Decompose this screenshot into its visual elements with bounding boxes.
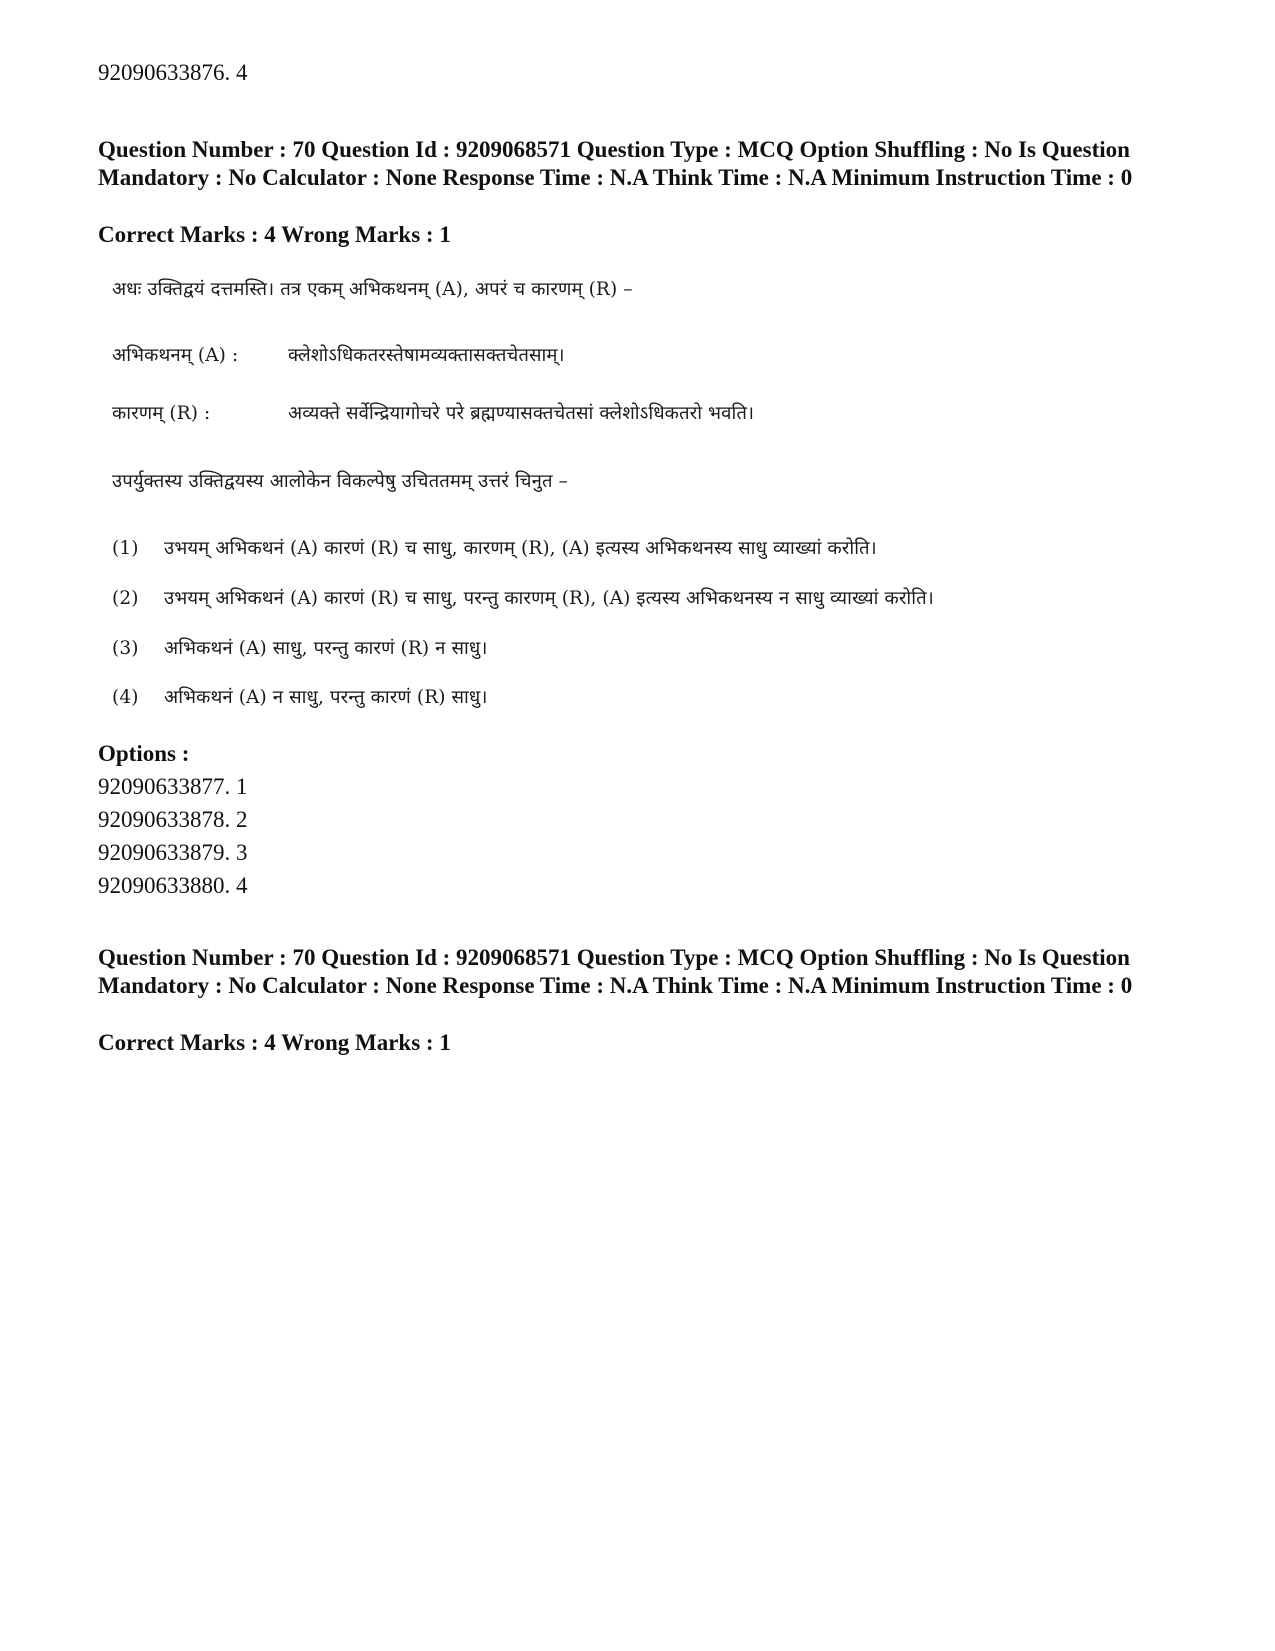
choice-item (112, 635, 488, 660)
choice-text: अभिकथनं (A) साधु, परन्तु कारणं (R) न साधु। (164, 638, 488, 659)
marks-line-2: Correct Marks : 4 Wrong Marks : 1 (98, 1030, 451, 1055)
reason-label: कारणम् (R) : (112, 403, 211, 424)
choice-number: (3) (112, 638, 139, 659)
question-header-1: Question Number : 70 Question Id : 9209068571 Question Type : MCQ Option Shuffling : No Is Question Mandatory : No Calculator : None Response Time : N.A Think Time : N.A Minimum Instruction Time : 0 (98, 137, 1133, 190)
option-item: 92090633880. 4 (98, 873, 248, 898)
assertion-row (112, 342, 565, 367)
question-instruction: उपर्युक्तस्य उक्तिद्वयस्य आलोकेन विकल्पेषु उचिततमम् उत्तरं चिनुत – (112, 471, 568, 492)
choice-item (112, 585, 934, 610)
choice-number: (1) (112, 538, 139, 559)
options-heading: Options : (98, 741, 190, 766)
previous-option-line: 92090633876. 4 (98, 60, 248, 85)
choice-number: (4) (112, 687, 139, 708)
choice-text: उभयम् अभिकथनं (A) कारणं (R) च साधु, कारणम् (R), (A) इत्यस्य अभिकथनस्य साधु व्याख्यां करोति। (164, 538, 877, 559)
assertion-label: अभिकथनम् (A) : (112, 345, 239, 366)
reason-text: अव्यक्ते सर्वेन्द्रियागोचरे परे ब्रह्मण्यासक्तचेतसां क्लेशोऽधिकतरो भवति। (288, 403, 755, 424)
option-item: 92090633879. 3 (98, 840, 248, 865)
option-item: 92090633878. 2 (98, 807, 248, 832)
question-header-2: Question Number : 70 Question Id : 9209068571 Question Type : MCQ Option Shuffling : No Is Question Mandatory : No Calculator : None Response Time : N.A Think Time : N.A Minimum Instruction Time : 0 (98, 945, 1133, 998)
choice-item (112, 684, 488, 709)
choice-text: अभिकथनं (A) न साधु, परन्तु कारणं (R) साधु। (164, 687, 488, 708)
question-intro: अधः उक्तिद्वयं दत्तमस्ति। तत्र एकम् अभिकथनम् (A), अपरं च कारणम् (R) – (112, 279, 633, 300)
marks-line-1: Correct Marks : 4 Wrong Marks : 1 (98, 222, 451, 247)
option-item: 92090633877. 1 (98, 774, 248, 799)
reason-row (112, 400, 754, 425)
assertion-text: क्लेशोऽधिकतरस्तेषामव्यक्तासक्तचेतसाम्। (288, 345, 565, 366)
choice-text: उभयम् अभिकथनं (A) कारणं (R) च साधु, परन्तु कारणम् (R), (A) इत्यस्य अभिकथनस्य न साधु व्याख्यां करोति। (164, 588, 934, 609)
choice-item (112, 535, 877, 560)
choice-number: (2) (112, 588, 139, 609)
